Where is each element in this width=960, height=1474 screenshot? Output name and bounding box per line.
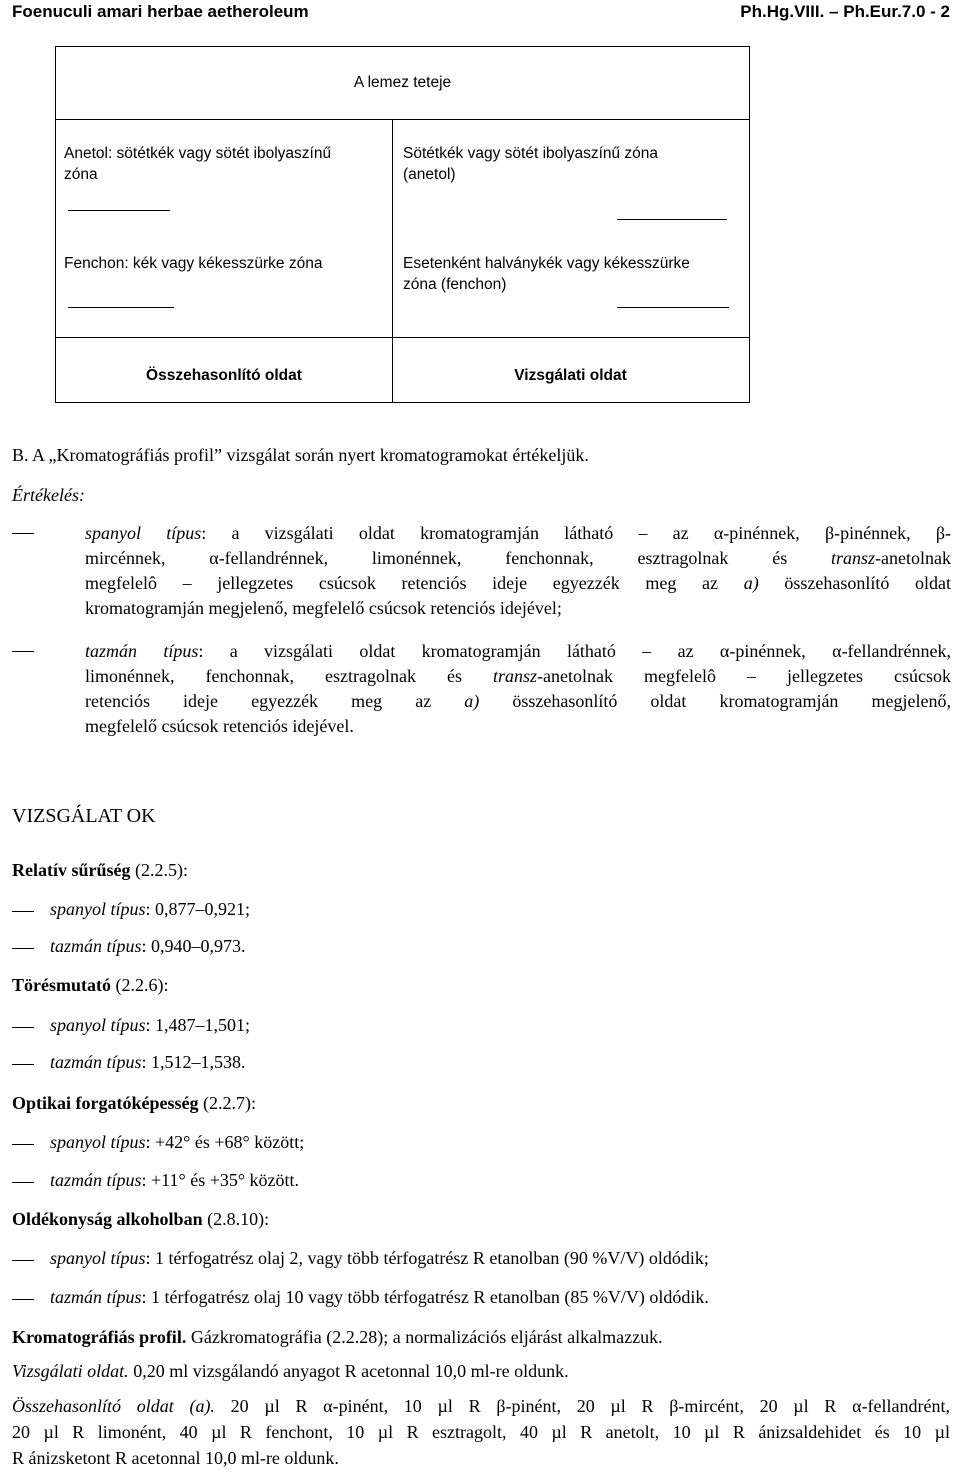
right-fenchon-zone: Esetenként halványkék vagy kékesszürke zóna (fenchon) [403,255,690,293]
dash-bullet [12,1064,34,1065]
eval-line: spanyol típus: a vizsgálati oldat kromatogramján látható – az α-pinénnek, β-pinénnek, β- [85,523,951,543]
reference-solution-line: R ánizsketont R acetonnal 10,0 ml-re oldunk. [12,1448,339,1468]
reference-solution-line: 20 µl R limonént, 40 µl R fenchont, 10 µl R esztragolt, 40 µl R anetolt, 10 µl R ánizsaldehidet és 10 µl [12,1422,950,1442]
reference-solution-label: Összehasonlító oldat [146,367,302,384]
test-item: tazmán típus: 1 térfogatrész olaj 10 vagy több térfogatrész R etanolban (85 %V/V) oldódik. [50,1287,709,1307]
eval-line: limonénnek, fenchonnak, esztragolnak és transz-anetolnak megfelelô – jellegzetes csúcsok [85,666,951,686]
chromatography-paragraph: Kromatográfiás profil. Gázkromatográfia (2.2.28); a normalizációs eljárást alkalmazzuk. [12,1327,663,1347]
test-group-title: Relatív sűrűség (2.2.5): [12,860,188,880]
dash-bullet [12,1144,34,1145]
test-group-title: Oldékonyság alkoholban (2.8.10): [12,1209,270,1229]
table-column-divider [392,119,393,402]
pharmacopoeia-reference: Ph.Hg.VIII. – Ph.Eur.7.0 - 2 [740,2,950,21]
dash-bullet [12,1299,34,1300]
dash-bullet [12,1027,34,1028]
test-item: tazmán típus: 0,940–0,973. [50,936,246,956]
left-fenchon-zone: Fenchon: kék vagy kékesszürke zóna [64,255,323,272]
plate-top-label: A lemez teteje [353,74,452,91]
dash-bullet [12,911,34,912]
test-item: spanyol típus: 1 térfogatrész olaj 2, vagy több térfogatrész R etanolban (90 %V/V) oldódik; [50,1248,709,1268]
evaluation-label: Értékelés: [12,485,85,505]
test-solution-paragraph: Vizsgálati oldat. 0,20 ml vizsgálandó anyagot R acetonnal 10,0 ml-re oldunk. [12,1361,569,1381]
dash-bullet [12,1182,34,1183]
dash-bullet [12,1260,34,1261]
dash-bullet [12,651,34,652]
eval-line: mircénnek, α-fellandrénnek, limonénnek, fenchonnak, esztragolnak és transz-anetolnak [85,548,951,568]
left-anetol-zone: Anetol: sötétkék vagy sötét ibolyaszínű zóna [64,145,332,183]
tlc-plate-table [55,46,750,403]
table-divider [56,337,749,338]
reference-solution-paragraph: Összehasonlító oldat (a). 20 µl R α-pinént, 10 µl R β-pinént, 20 µl R β-mircént, 20 µl R α-fellandrént, [12,1396,950,1416]
page-header [12,2,950,24]
eval-line: retenciós ideje egyezzék meg az a) összehasonlító oldat kromatogramján megjelenő, [85,691,951,711]
zone-marker-line [617,307,729,308]
test-group-title: Optikai forgatóképesség (2.2.7): [12,1093,256,1113]
zone-marker-line [68,307,174,308]
eval-line: megfelelô – jellegzetes csúcsok retenciós ideje egyezzék meg az a) összehasonlító oldat [85,573,951,593]
zone-marker-line [617,219,727,220]
tests-heading: VIZSGÁLAT OK [12,805,156,827]
eval-line: kromatogramján megjelenő, megfelelő csúcsok retenciós idejével; [85,598,562,618]
right-anetol-zone: Sötétkék vagy sötét ibolyaszínű zóna (anetol) [403,145,659,183]
eval-line: tazmán típus: a vizsgálati oldat kromatogramján látható – az α-pinénnek, α-fellandrénnek, [85,641,952,661]
test-item: spanyol típus: 0,877–0,921; [50,899,251,919]
test-item: tazmán típus: +11° és +35° között. [50,1170,300,1190]
section-b-text: B. A „Kromatográfiás profil” vizsgálat során nyert kromatogramokat értékeljük. [12,445,589,465]
test-group-title: Törésmutató (2.2.6): [12,975,169,995]
eval-line: megfelelő csúcsok retenciós idejével. [85,716,354,736]
monograph-title: Foenuculi amari herbae aetheroleum [12,2,309,21]
test-item: spanyol típus: 1,487–1,501; [50,1015,251,1035]
zone-marker-line [68,210,170,211]
dash-bullet [12,533,34,534]
dash-bullet [12,948,34,949]
test-item: tazmán típus: 1,512–1,538. [50,1052,246,1072]
test-item: spanyol típus: +42° és +68° között; [50,1132,305,1152]
test-solution-label: Vizsgálati oldat [514,367,627,384]
table-divider [56,119,749,120]
